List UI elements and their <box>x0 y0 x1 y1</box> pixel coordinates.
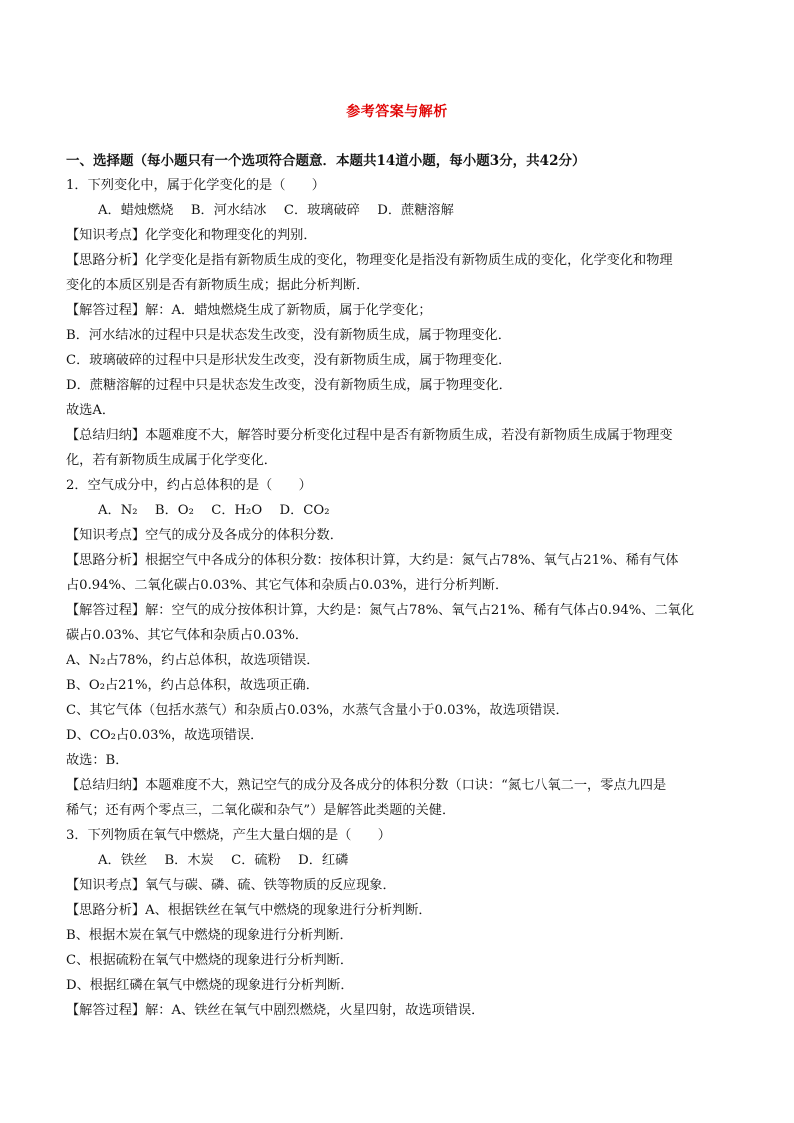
text-line: C．玻璃破碎的过程中只是形状发生改变，没有新物质生成，属于物理变化． <box>66 353 512 368</box>
text-line: 【思路分析】A、根据铁丝在氧气中燃烧的现象进行分析判断． <box>66 903 432 918</box>
text-line: 【思路分析】根据空气中各成分的体积分数：按体积计算，大约是：氮气占78%、氧气占21%、稀有气体 <box>66 553 679 568</box>
text-line: 【知识考点】化学变化和物理变化的判别． <box>66 228 317 243</box>
question-2-options: A．N₂ B．O₂ C．H₂O D．CO₂ <box>98 503 330 518</box>
text-line: A、N₂占78%，约占总体积，故选项错误． <box>66 653 320 668</box>
question-1-options: A．蜡烛燃烧 B．河水结冰 C．玻璃破碎 D．蔗糖溶解 <box>98 203 454 218</box>
question-1-stem: 1．下列变化中，属于化学变化的是（ ） <box>66 178 325 193</box>
text-line: B、O₂占21%，约占总体积，故选项正确． <box>66 678 319 693</box>
text-line: 【解答过程】解：A．蜡烛燃烧生成了新物质，属于化学变化； <box>66 303 432 318</box>
text-line: D、根据红磷在氧气中燃烧的现象进行分析判断． <box>66 978 354 993</box>
question-2-stem: 2．空气成分中，约占总体积的是（ ） <box>66 478 312 493</box>
question-3-options: A．铁丝 B．木炭 C．硫粉 D．红磷 <box>98 853 349 868</box>
answer-line: 故选：B． <box>66 753 129 768</box>
section-heading: 一、选择题（每小题只有一个选项符合题意．本题共14道小题，每小题3分，共42分） <box>66 153 586 169</box>
document-title: 参考答案与解析 <box>346 104 448 120</box>
text-line: 稀气；还有两个零点三，二氧化碳和杂气”）是解答此类题的关健． <box>66 803 456 818</box>
text-line: D、CO₂占0.03%，故选项错误． <box>66 728 264 743</box>
text-line: 【思路分析】化学变化是指有新物质生成的变化，物理变化是指没有新物质生成的变化，化学变化和物理 <box>66 253 673 268</box>
text-line: C、根据硫粉在氧气中燃烧的现象进行分析判断． <box>66 953 354 968</box>
text-line: 【总结归纳】本题难度不大，熟记空气的成分及各成分的体积分数（口诀：“氮七八氧二一，零点九四是 <box>66 778 667 793</box>
text-line: 【知识考点】空气的成分及各成分的体积分数． <box>66 528 343 543</box>
answer-line: 故选A． <box>66 403 116 418</box>
text-line: D．蔗糖溶解的过程中只是状态发生改变，没有新物质生成，属于物理变化． <box>66 378 512 393</box>
text-line: 化，若有新物质生成属于化学变化． <box>66 453 277 468</box>
text-line: 【解答过程】解：空气的成分按体积计算，大约是：氮气占78%、氧气占21%、稀有气体占0.94%、二氧化 <box>66 603 695 618</box>
text-line: C、其它气体（包括水蒸气）和杂质占0.03%，水蒸气含量小于0.03%，故选项错误． <box>66 703 569 718</box>
text-line: 【知识考点】氧气与碳、磷、硫、铁等物质的反应现象． <box>66 878 396 893</box>
text-line: B．河水结冰的过程中只是状态发生改变，没有新物质生成，属于物理变化． <box>66 328 511 343</box>
text-line: 占0.94%、二氧化碳占0.03%、其它气体和杂质占0.03%，进行分析判断． <box>66 578 509 593</box>
text-line: 碳占0.03%、其它气体和杂质占0.03%． <box>66 628 309 643</box>
text-line: 【总结归纳】本题难度不大，解答时要分析变化过程中是否有新物质生成，若没有新物质生成属于物理变 <box>66 428 673 443</box>
text-line: B、根据木炭在氧气中燃烧的现象进行分析判断． <box>66 928 353 943</box>
text-line: 【解答过程】解：A、铁丝在氧气中剧烈燃烧，火星四射，故选项错误． <box>66 1003 485 1018</box>
question-3-stem: 3．下列物质在氧气中燃烧，产生大量白烟的是（ ） <box>66 828 391 843</box>
text-line: 变化的本质区别是否有新物质生成；据此分析判断． <box>66 278 370 293</box>
